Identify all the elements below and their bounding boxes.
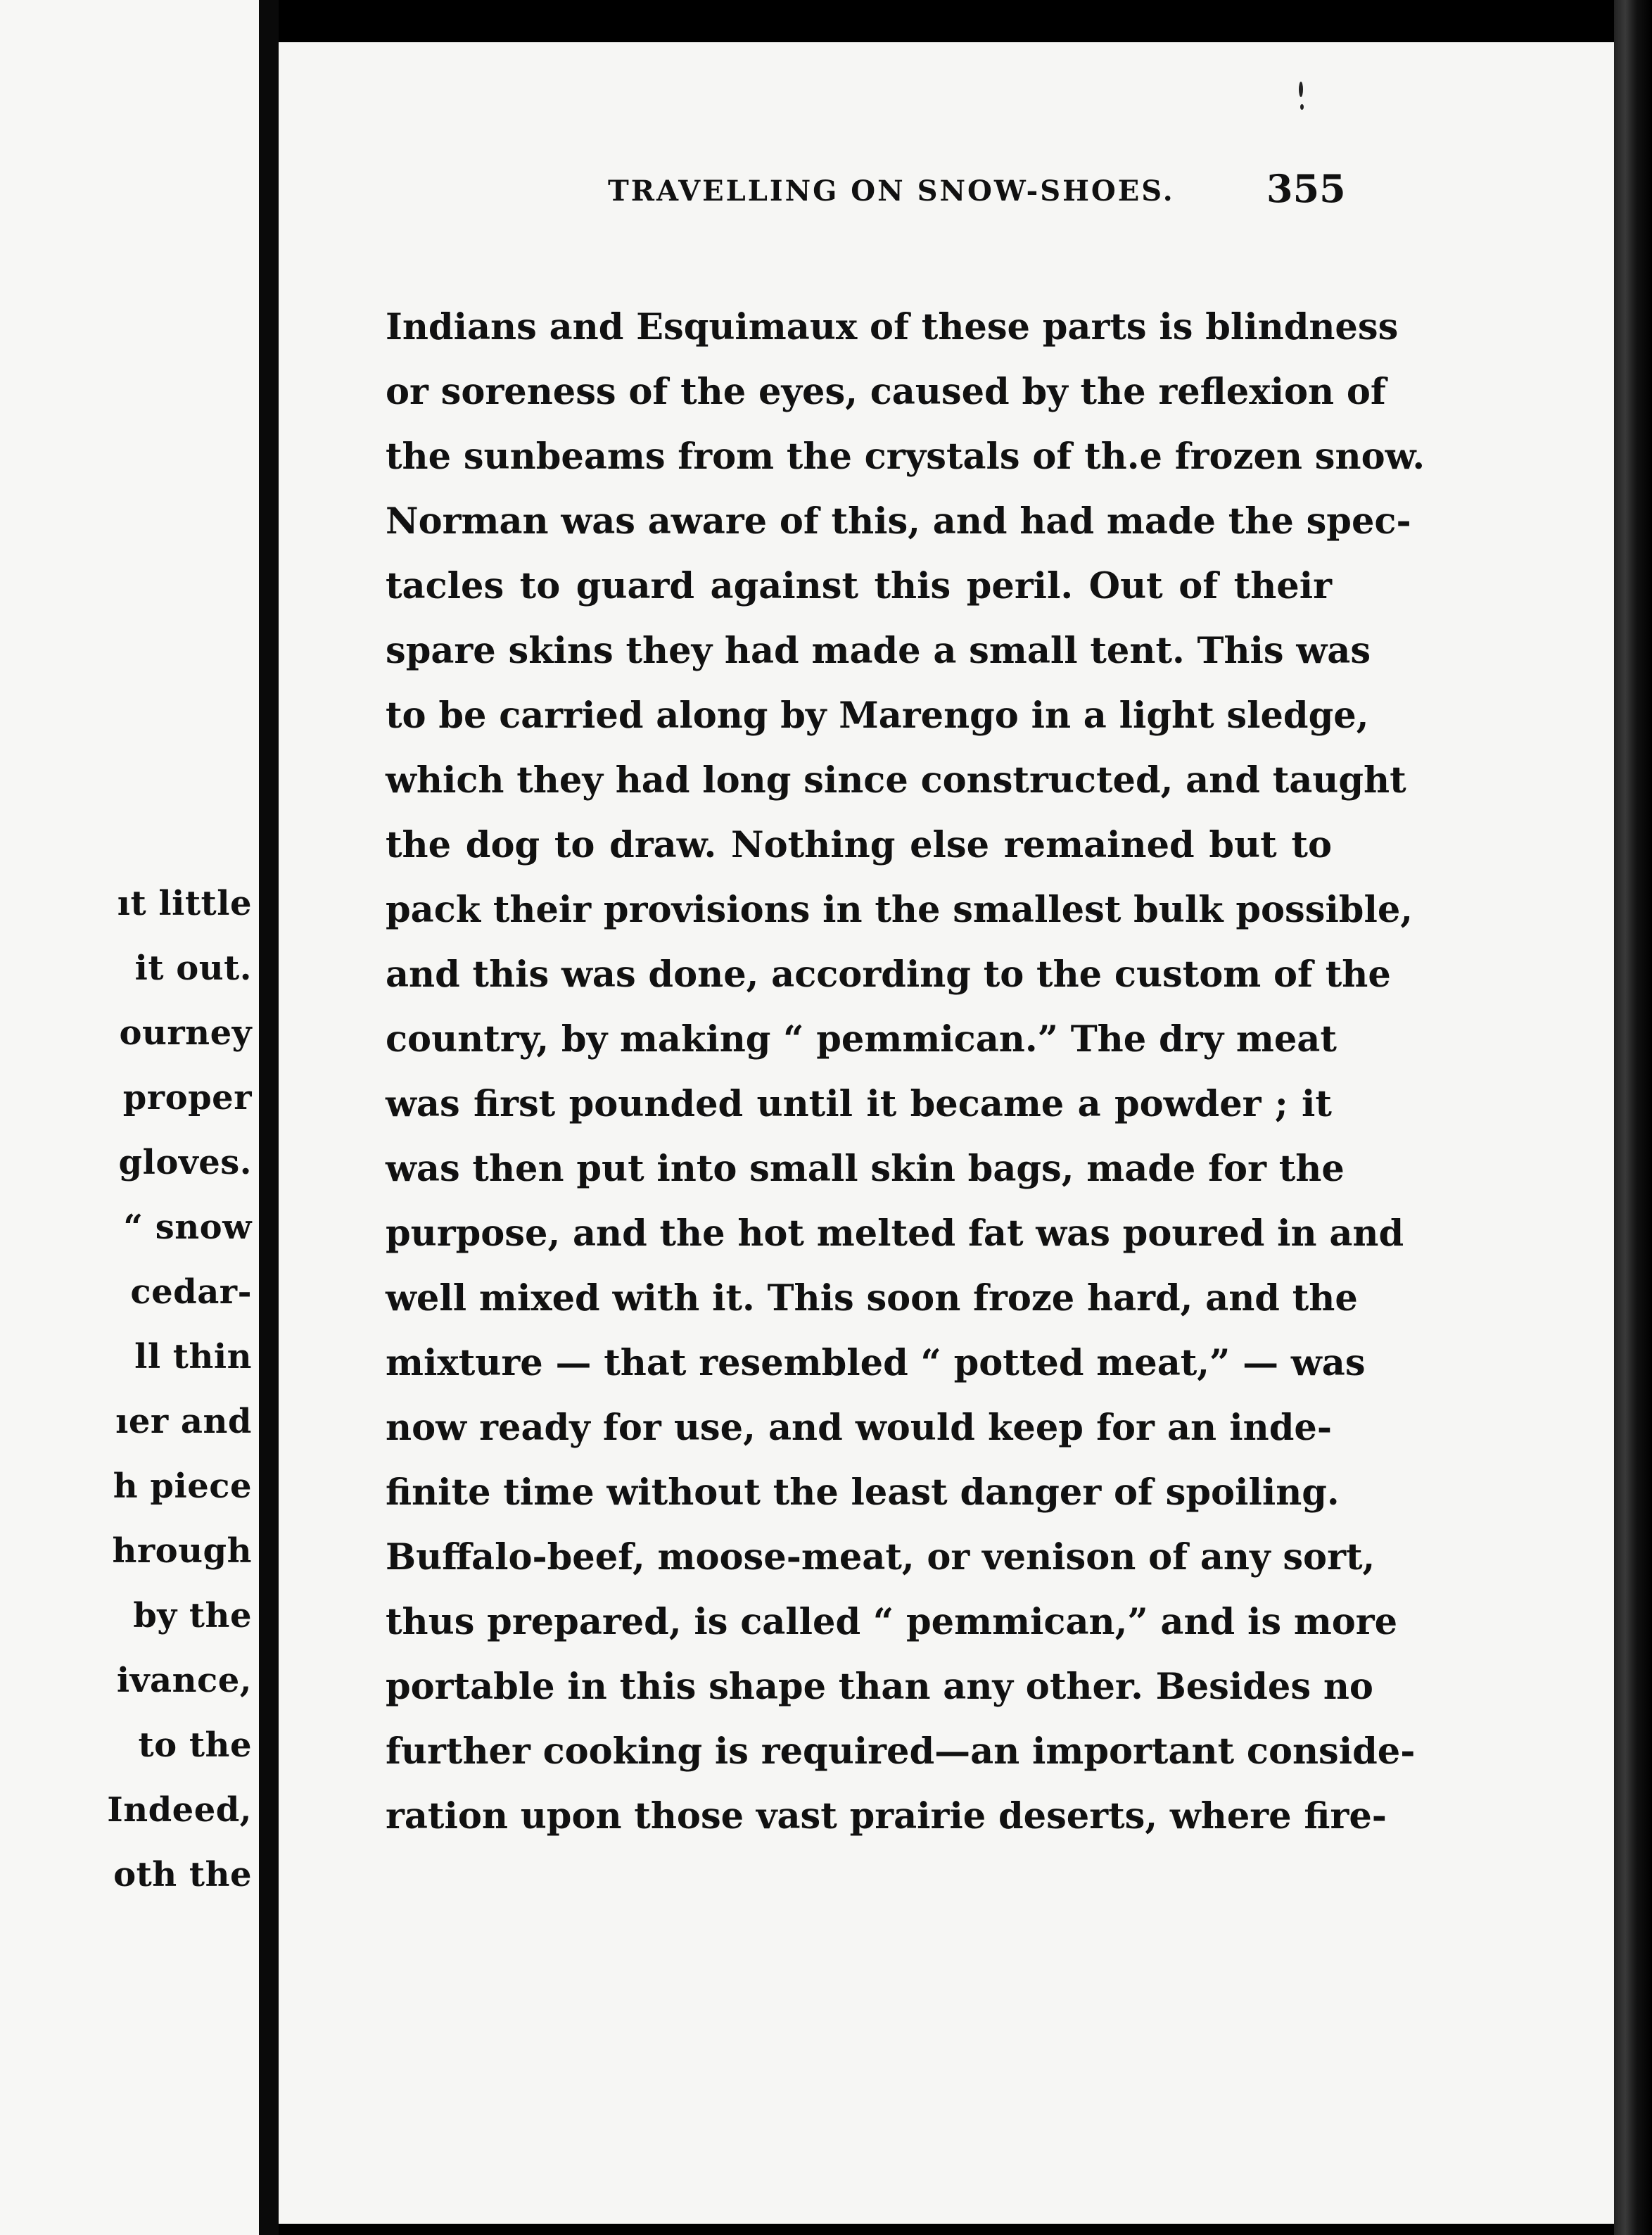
left-line: Indeed, [107, 1790, 252, 1830]
left-line: by the [133, 1596, 252, 1635]
left-line: ıt little [117, 884, 252, 923]
ink-speck [1299, 82, 1303, 97]
left-line: gloves. [118, 1143, 252, 1182]
left-line: “ snow [123, 1208, 252, 1247]
running-head: TRAVELLING ON SNOW-SHOES. [608, 175, 1175, 208]
left-line: hrough [112, 1531, 252, 1571]
left-line: cedar- [130, 1272, 252, 1312]
text-line: Norman was aware of this, and had made the spec- [386, 500, 1411, 543]
text-line: finite time without the least danger of spoiling. [386, 1471, 1340, 1514]
text-line: purpose, and the hot melted fat was poured in and [386, 1213, 1404, 1255]
text-line: portable in this shape than any other. Besides no [386, 1666, 1373, 1708]
page-edge-shadow [1614, 0, 1652, 2235]
text-line: tacles to guard against this peril. Out of their [386, 565, 1332, 607]
text-line: now ready for use, and would keep for an inde- [386, 1407, 1332, 1449]
text-line: the dog to draw. Nothing else remained but to [386, 824, 1332, 866]
left-line: ıer and [115, 1402, 252, 1441]
book-page [279, 42, 1614, 2224]
text-line: was then put into small skin bags, made for the [386, 1148, 1345, 1190]
text-line: spare skins they had made a small tent. This was [386, 630, 1371, 672]
text-line: pack their provisions in the smallest bulk possible, [386, 889, 1413, 931]
text-line: the sunbeams from the crystals of th.e frozen snow. [386, 436, 1425, 478]
left-line: ourney [119, 1013, 252, 1053]
ink-speck [1300, 104, 1304, 110]
text-line: Buffalo-beef, moose-meat, or venison of any sort, [386, 1536, 1375, 1578]
text-line: was first pounded until it became a powder ; it [386, 1083, 1332, 1125]
text-line: which they had long since constructed, and taught [386, 759, 1406, 802]
left-line: h piece [113, 1467, 252, 1506]
left-line: ivance, [116, 1661, 252, 1700]
left-facing-page [0, 0, 259, 2235]
page-number: 355 [1266, 166, 1346, 211]
text-line: well mixed with it. This soon froze hard, and the [386, 1277, 1358, 1319]
left-line: to the [138, 1726, 252, 1765]
text-line: mixture — that resembled “ potted meat,” — was [386, 1342, 1366, 1384]
text-line: and this was done, according to the custom of the [386, 954, 1391, 996]
text-line: thus prepared, is called “ pemmican,” and is more [386, 1601, 1398, 1643]
left-line: proper [122, 1078, 252, 1118]
left-line: ll thin [134, 1337, 252, 1376]
text-line: further cooking is required—an important conside- [386, 1730, 1416, 1773]
text-line: or soreness of the eyes, caused by the reflexion of [386, 371, 1386, 413]
left-line: oth the [113, 1855, 252, 1894]
text-line: country, by making “ pemmican.” The dry meat [386, 1018, 1337, 1060]
text-line: Indians and Esquimaux of these parts is blindness [386, 306, 1399, 348]
left-line: it out. [134, 949, 252, 988]
text-line: ration upon those vast prairie deserts, where fire- [386, 1795, 1387, 1837]
text-line: to be carried along by Marengo in a light sledge, [386, 695, 1369, 737]
book-spine-gutter [259, 0, 279, 2235]
